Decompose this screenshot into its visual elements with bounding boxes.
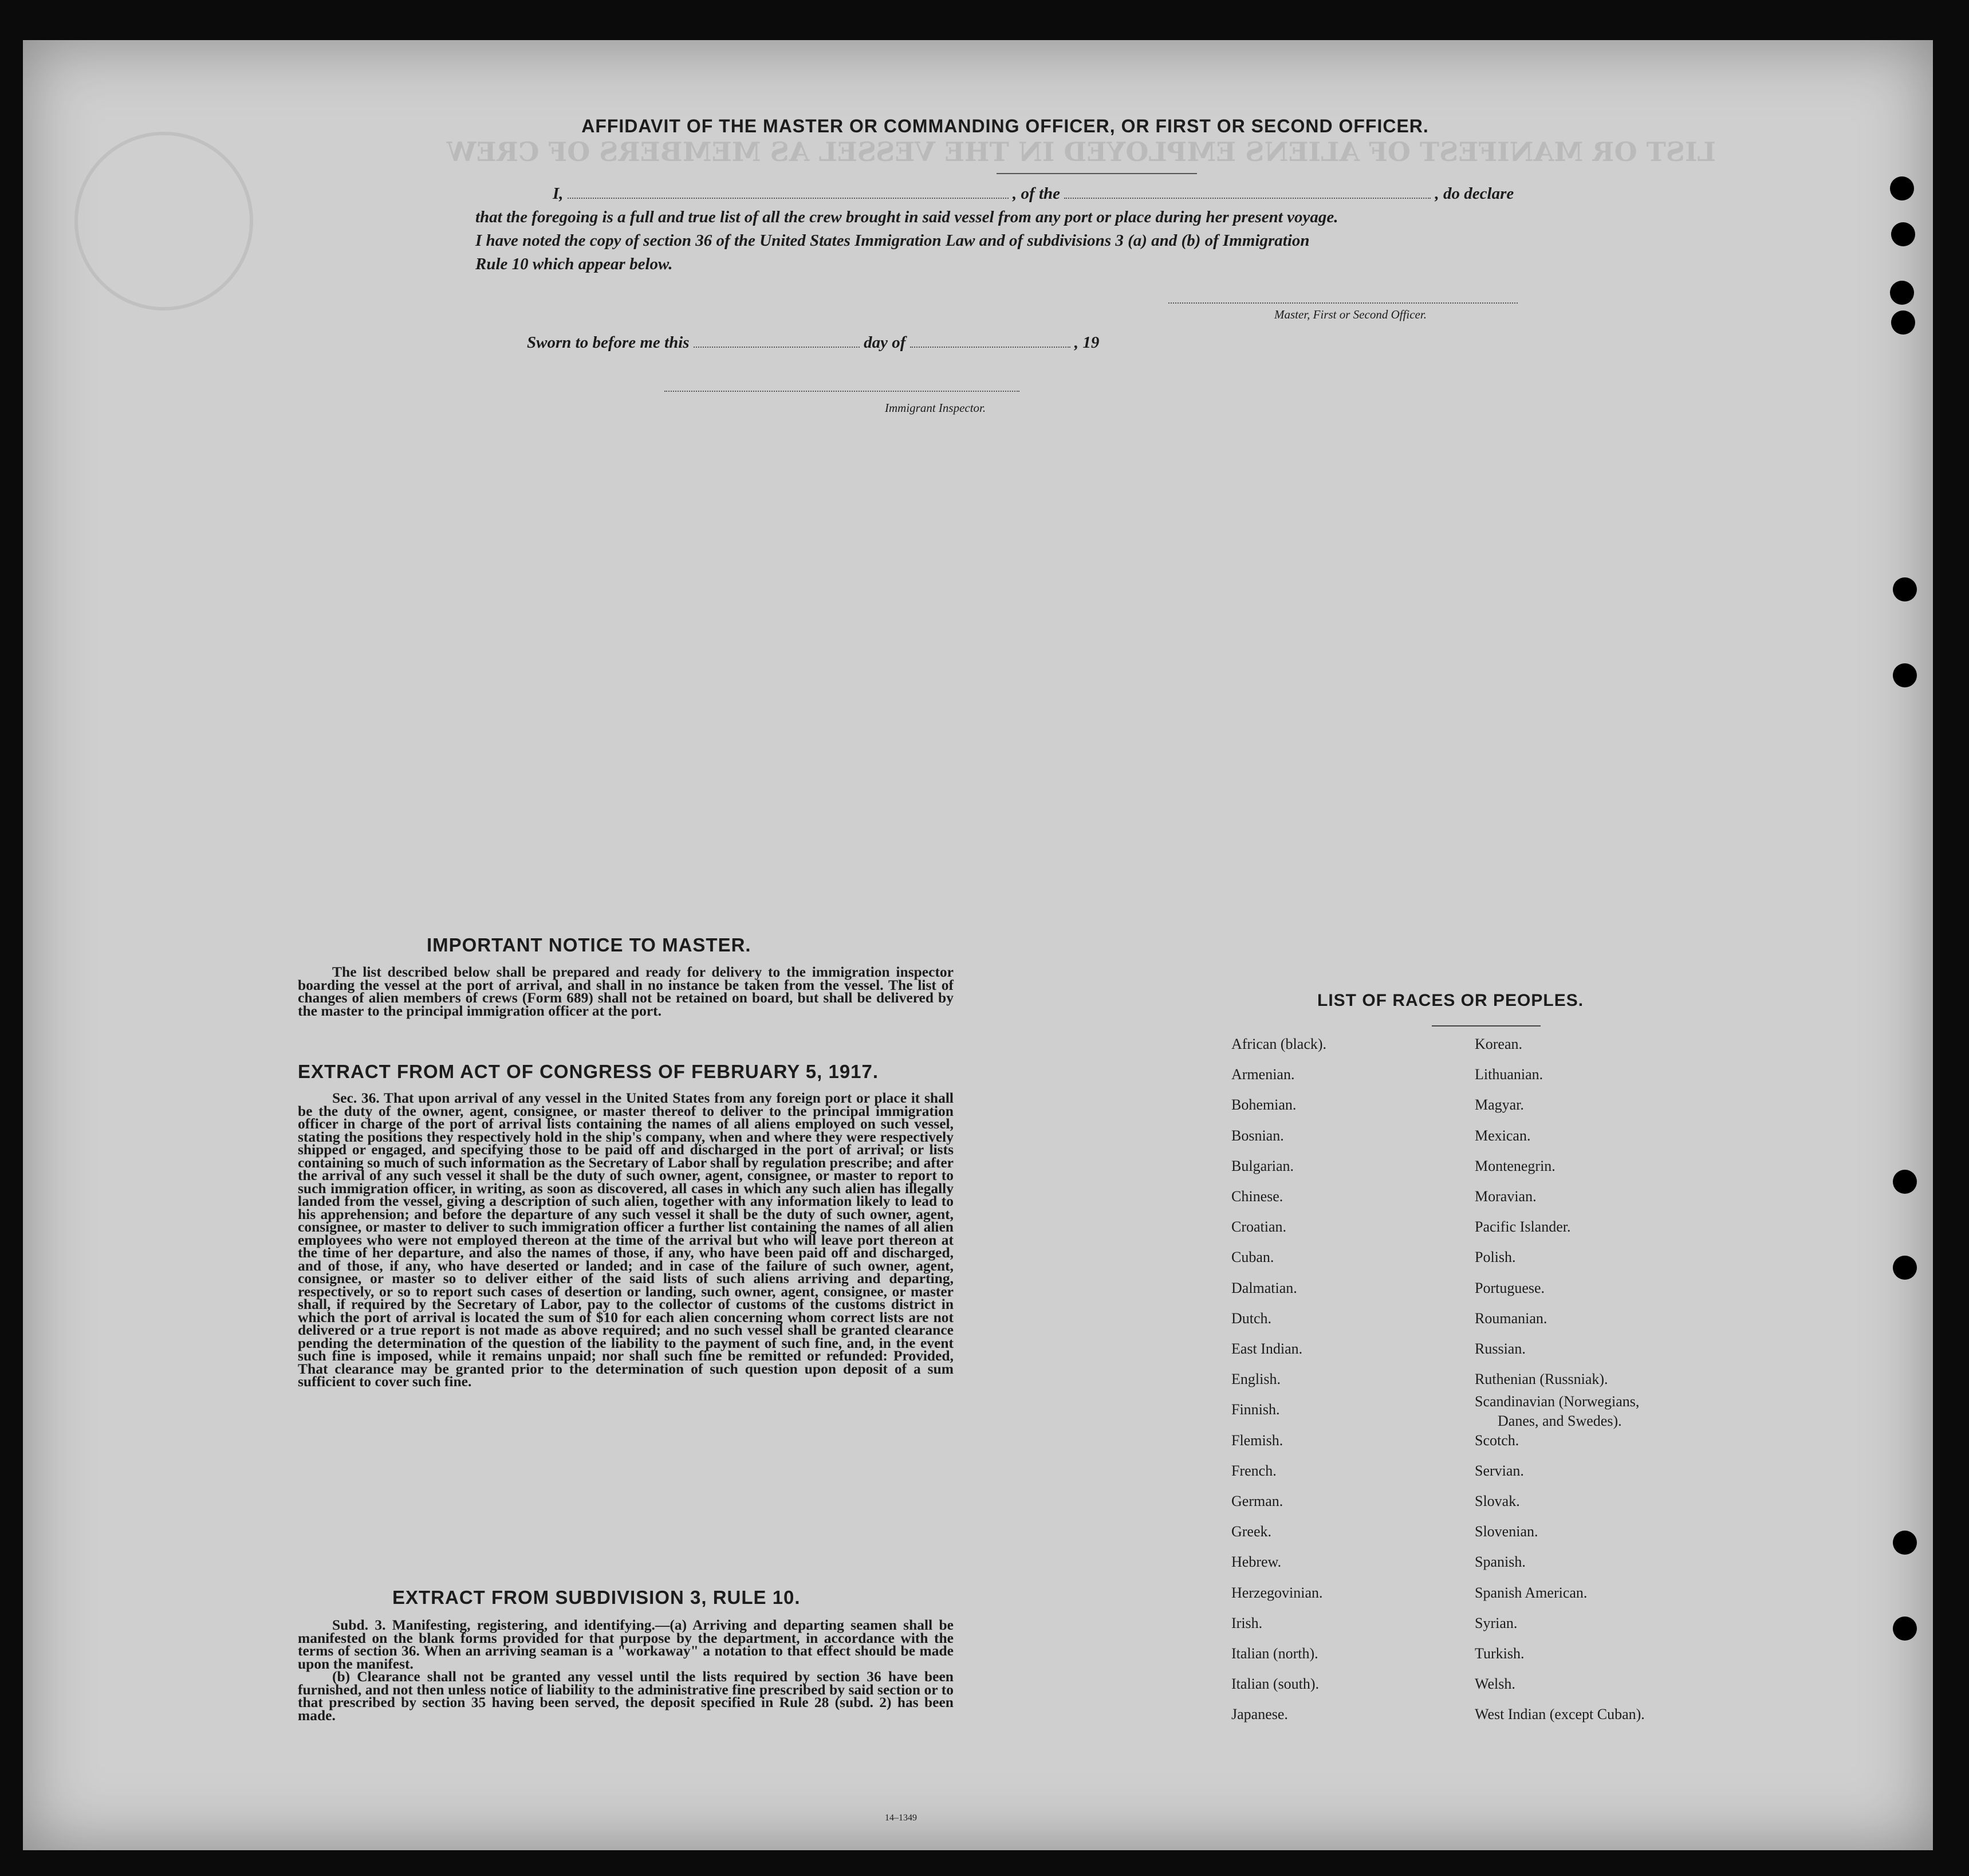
affidavit-line-4: Rule 10 which appear below. — [475, 255, 673, 273]
race-item: Bohemian. — [1231, 1096, 1297, 1114]
race-item: Bosnian. — [1231, 1127, 1284, 1144]
race-item: Slovak. — [1475, 1493, 1520, 1509]
race-continuation: Danes, and Swedes). — [1498, 1413, 1622, 1430]
act-paragraph: Sec. 36. That upon arrival of any vessel in the United States from any foreign port or place it shall be the duty of the owner, agent, consignee, or master thereof to deliver to the principal immigration officer in charge of the port of arrival lists containing the names of all aliens employed on such vessel, stating the positions they respectively hold in the ship's company, when and where they were respectively shipped or engaged, and specifying those to be paid off and discharged in the port of arrival; or lists containing so much of such information as the Secretary of Labor shall by regulation prescribe; and after the arrival of any such vessel it shall be the duty of such owner, agent, consignee, or master to report to such immigration officer, in writing, as soon as discovered, all cases in which any such alien has illegally landed from the vessel, giving a description of such alien, together with any information likely to lead to his apprehension; and before the departure of any such vessel it shall be the duty of such owner, agent, consignee, or master to deliver to such immigration officer a further list containing the names of all alien employees who were not employed thereon at the time of the arrival but who will leave port thereon at the time of her departure, and also the names of those, if any, who have been paid off and discharged, and of those, if any, who have deserted or landed; and in case of the failure of such owner, agent, consignee, or master so to deliver either of the said lists of such aliens arriving and departing, respectively, or so to report such cases of desertion or landing, such owner, agent, consignee, or master shall, if required by the Secretary of Labor, pay to the collector of customs of the customs district in which the port of arrival is located the sum of $10 for each alien concerning whom correct lists are not delivered or a true report is not made as above required; and no such vessel shall be granted clearance pending the determination of the question of the liability to the payment of such fine, and, in the event such fine is imposed, while it remains unpaid; nor shall such fine be remitted or refunded: Provided, That clearance may be granted prior to the determination of such question upon deposit of a sum sufficient to cover such fine. — [298, 1090, 954, 1390]
sworn-month-blank[interactable] — [910, 347, 1070, 348]
punch-hole — [1893, 663, 1917, 687]
sworn-line — [527, 333, 1099, 352]
race-item: Roumanian. — [1475, 1309, 1547, 1327]
race-item: Hebrew. — [1231, 1553, 1282, 1571]
master-signature-label: Master, First or Second Officer. — [1274, 308, 1427, 321]
races-title-rule — [1432, 1025, 1541, 1027]
sworn-day-blank[interactable] — [694, 347, 860, 348]
rule-title: EXTRACT FROM SUBDIVISION 3, RULE 10. — [392, 1587, 801, 1608]
affidavit-of-the: , of the — [1013, 184, 1061, 203]
affidavit-title: AFFIDAVIT OF THE MASTER OR COMMANDING OFFICER, OR FIRST OR SECOND OFFICER. — [581, 116, 1429, 136]
race-item: Herzegovinian. — [1231, 1584, 1323, 1601]
race-item: Cuban. — [1231, 1249, 1274, 1266]
inspector-signature-line[interactable] — [664, 391, 1019, 392]
race-item: Lithuanian. — [1475, 1066, 1543, 1083]
notice-title: IMPORTANT NOTICE TO MASTER. — [427, 934, 751, 955]
punch-hole — [1893, 1256, 1917, 1280]
race-item: Korean. — [1475, 1036, 1523, 1052]
race-item: Turkish. — [1475, 1645, 1525, 1662]
race-item: Flemish. — [1231, 1431, 1283, 1449]
race-item: Finnish. — [1231, 1401, 1280, 1418]
act-title: EXTRACT FROM ACT OF CONGRESS OF FEBRUARY 5, 1917. — [298, 1061, 879, 1082]
race-item: Russian. — [1475, 1340, 1526, 1357]
rule-paragraph-b: (b) Clearance shall not be granted any vessel until the lists required by section 36 have been furnished, and not then unless notice of liability to the administrative fine prescribed by said section or to that prescribed by section 35 having been served, the deposit specified in Rule 28 (subd. 2) has been made. — [298, 1668, 954, 1724]
race-item: Welsh. — [1475, 1676, 1515, 1693]
affidavit-title-rule — [997, 173, 1197, 174]
vessel-blank[interactable] — [1064, 198, 1431, 199]
race-item: Dutch. — [1231, 1309, 1272, 1327]
race-item: Polish. — [1475, 1249, 1516, 1266]
race-item: Japanese. — [1231, 1706, 1288, 1723]
race-item: Greek. — [1231, 1523, 1272, 1540]
race-item: Servian. — [1475, 1462, 1524, 1479]
race-item: Scandinavian (Norwegians, — [1475, 1393, 1640, 1410]
race-item: Irish. — [1231, 1614, 1263, 1631]
race-item: Pacific Islander. — [1475, 1218, 1571, 1236]
rule-body — [298, 1619, 954, 1722]
race-item: Chinese. — [1231, 1188, 1283, 1205]
race-item: Dalmatian. — [1231, 1279, 1297, 1296]
race-item: Slovenian. — [1475, 1523, 1538, 1540]
affidavit-line-3: I have noted the copy of section 36 of the United States Immigration Law and of subdivisions 3 (a) and (b) of Immigration — [475, 231, 1310, 250]
punch-hole — [1891, 222, 1915, 246]
race-item: German. — [1231, 1493, 1283, 1509]
race-item: Croatian. — [1231, 1218, 1287, 1236]
rule-paragraph-a: Subd. 3. Manifesting, registering, and identifying.—(a) Arriving and departing seamen shall be manifested on the blank forms provided for that purpose by the department, in accordance with the terms of section 36. When an arriving seaman is a "workaway" a notation to that effect should be made upon the manifest. — [298, 1617, 954, 1672]
races-title: LIST OF RACES OR PEOPLES. — [1317, 991, 1584, 1010]
race-item: Magyar. — [1475, 1096, 1524, 1114]
show-through-seal — [74, 132, 253, 310]
race-item: African (black). — [1231, 1036, 1327, 1052]
form-number: 14–1349 — [885, 1813, 917, 1823]
race-item: Spanish American. — [1475, 1584, 1588, 1601]
race-item: English. — [1231, 1371, 1281, 1388]
race-item: Montenegrin. — [1475, 1157, 1555, 1174]
inspector-signature-label: Immigrant Inspector. — [885, 401, 986, 415]
race-item: Armenian. — [1231, 1066, 1295, 1083]
affidavit-line-1 — [553, 184, 1514, 203]
race-item: West Indian (except Cuban). — [1475, 1706, 1645, 1723]
race-item: French. — [1231, 1462, 1277, 1479]
punch-hole — [1890, 281, 1914, 305]
race-item: Spanish. — [1475, 1553, 1526, 1571]
name-blank[interactable] — [568, 198, 1009, 199]
affidavit-i: I, — [553, 184, 564, 203]
punch-hole — [1891, 310, 1915, 335]
affidavit-declare: , do declare — [1435, 184, 1514, 203]
race-item: Italian (south). — [1231, 1676, 1320, 1693]
document-page — [23, 40, 1933, 1850]
punch-hole — [1893, 1531, 1917, 1555]
punch-hole — [1893, 1617, 1917, 1641]
race-item: Ruthenian (Russniak). — [1475, 1371, 1608, 1388]
notice-paragraph: The list described below shall be prepared and ready for delivery to the immigration inspector boarding the vessel at the port of arrival, and shall in no instance be taken from the vessel. The list of changes of alien members of crews (Form 689) shall not be retained on board, but shall be delivered by the master to the principal immigration officer at the port. — [298, 963, 954, 1019]
race-item: Mexican. — [1475, 1127, 1531, 1144]
show-through-header: LIST OR MANIFEST OF ALIENS EMPLOYED IN THE VESSEL AS MEMBERS OF CREW — [447, 136, 1716, 167]
race-item: Italian (north). — [1231, 1645, 1318, 1662]
race-item: Portuguese. — [1475, 1279, 1545, 1296]
notice-body — [298, 963, 954, 1019]
race-item: East Indian. — [1231, 1340, 1303, 1357]
punch-hole — [1893, 577, 1917, 601]
race-item: Bulgarian. — [1231, 1157, 1294, 1174]
sworn-year: , 19 — [1074, 333, 1100, 352]
sworn-day-of: day of — [864, 333, 906, 352]
sworn-text: Sworn to before me this — [527, 333, 690, 352]
race-item: Syrian. — [1475, 1614, 1518, 1631]
punch-hole — [1890, 176, 1914, 200]
affidavit-line-2: that the foregoing is a full and true list of all the crew brought in said vessel from any port or place during her present voyage. — [475, 208, 1338, 226]
act-body — [298, 1092, 954, 1389]
race-item: Moravian. — [1475, 1188, 1537, 1205]
race-item: Scotch. — [1475, 1431, 1519, 1449]
master-signature-line[interactable] — [1168, 302, 1518, 304]
punch-hole — [1893, 1170, 1917, 1194]
